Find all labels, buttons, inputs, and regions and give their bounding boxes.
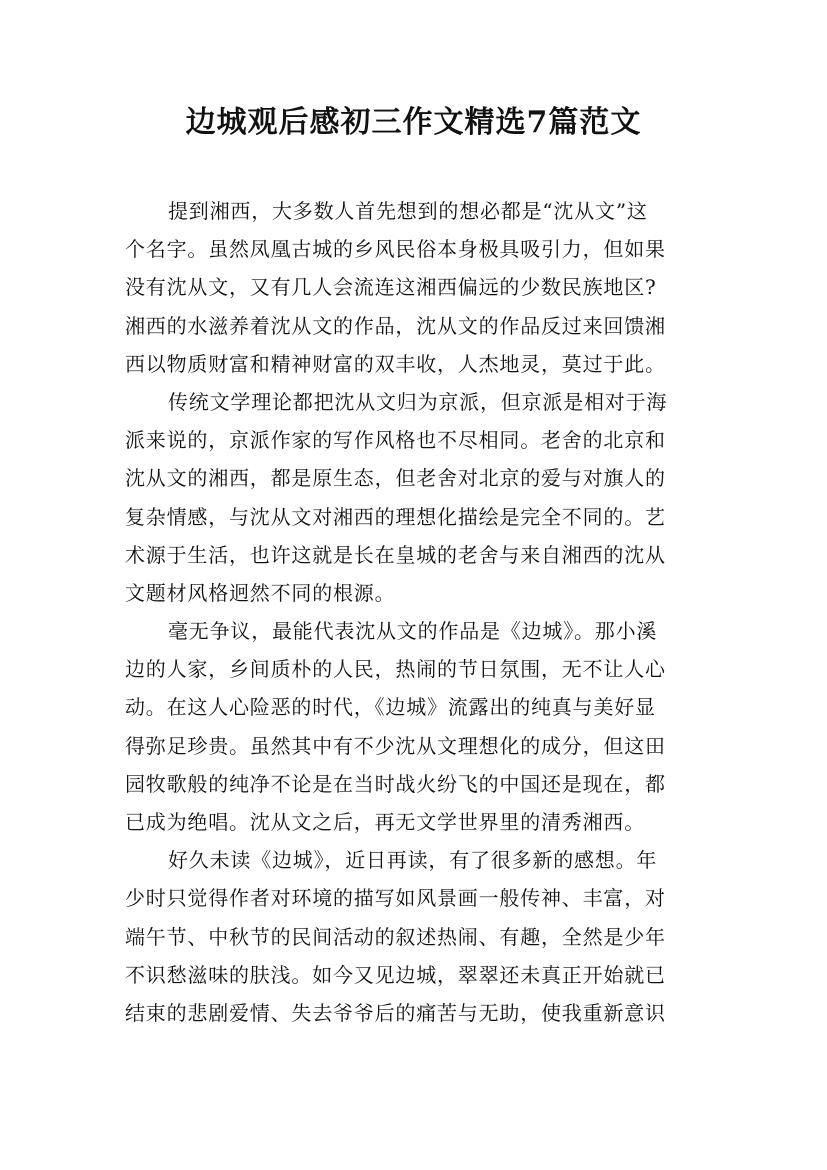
paragraph-line: 派来说的，京派作家的写作风格也不尽相同。老舍的北京和 [125,428,666,453]
paragraph-line: 术源于生活，也许这就是长在皇城的老舍与来自湘西的沈从 [125,542,666,567]
document-body [125,192,712,1032]
paragraph-line: 西以物质财富和精神财富的双丰收，人杰地灵，莫过于此。 [125,351,666,376]
paragraph-line: 不识愁滋味的肤浅。如今又见边城，翠翠还未真正开始就已 [125,962,666,987]
paragraph-line: 少时只觉得作者对环境的描写如风景画一般传神、丰富，对 [125,886,666,911]
paragraph-line: 结束的悲剧爱情、失去爷爷后的痛苦与无助，使我重新意识 [125,1000,666,1025]
paragraph-line: 端午节、中秋节的民间活动的叙述热闹、有趣，全然是少年 [125,924,666,949]
paragraph-line: 毫无争议，最能代表沈从文的作品是《边城》。那小溪 [168,619,658,644]
paragraph-line: 已成为绝唱。沈从文之后，再无文学世界里的清秀湘西。 [125,810,645,834]
paragraph-line: 复杂情感，与沈从文对湘西的理想化描绘是完全不同的。艺 [125,504,666,529]
paragraph-line: 没有沈从文，又有几人会流连这湘西偏远的少数民族地区? [125,275,657,300]
paragraph-line: 个名字。虽然凤凰古城的乡风民俗本身极具吸引力，但如果 [125,237,666,262]
paragraph-line: 文题材风格迥然不同的根源。 [125,580,396,605]
paragraph-line: 提到湘西，大多数人首先想到的想必都是“沈从文”这 [168,199,648,223]
paragraph-line: 湘西的水滋养着沈从文的作品，沈从文的作品反过来回馈湘 [125,313,666,338]
paragraph-line: 边的人家，乡间质朴的人民，热闹的节日氛围，无不让人心 [125,657,666,682]
paragraph-line: 沈从文的湘西，都是原生态，但老舍对北京的爱与对旗人的 [125,466,666,491]
paragraph-line: 好久未读《边城》，近日再读，有了很多新的感想。年 [168,848,658,873]
paragraph-line: 园牧歌般的纯净不论是在当时战火纷飞的中国还是现在，都 [125,771,666,796]
paragraph-line: 传统文学理论都把沈从文归为京派，但京派是相对于海 [168,389,668,414]
document-title: 边城观后感初三作文精选7篇范文 [185,105,642,140]
paragraph-line: 动。在这人心险恶的时代，《边城》流露出的纯真与美好显 [125,695,656,720]
paragraph-line: 得弥足珍贵。虽然其中有不少沈从文理想化的成分，但这田 [125,733,666,758]
